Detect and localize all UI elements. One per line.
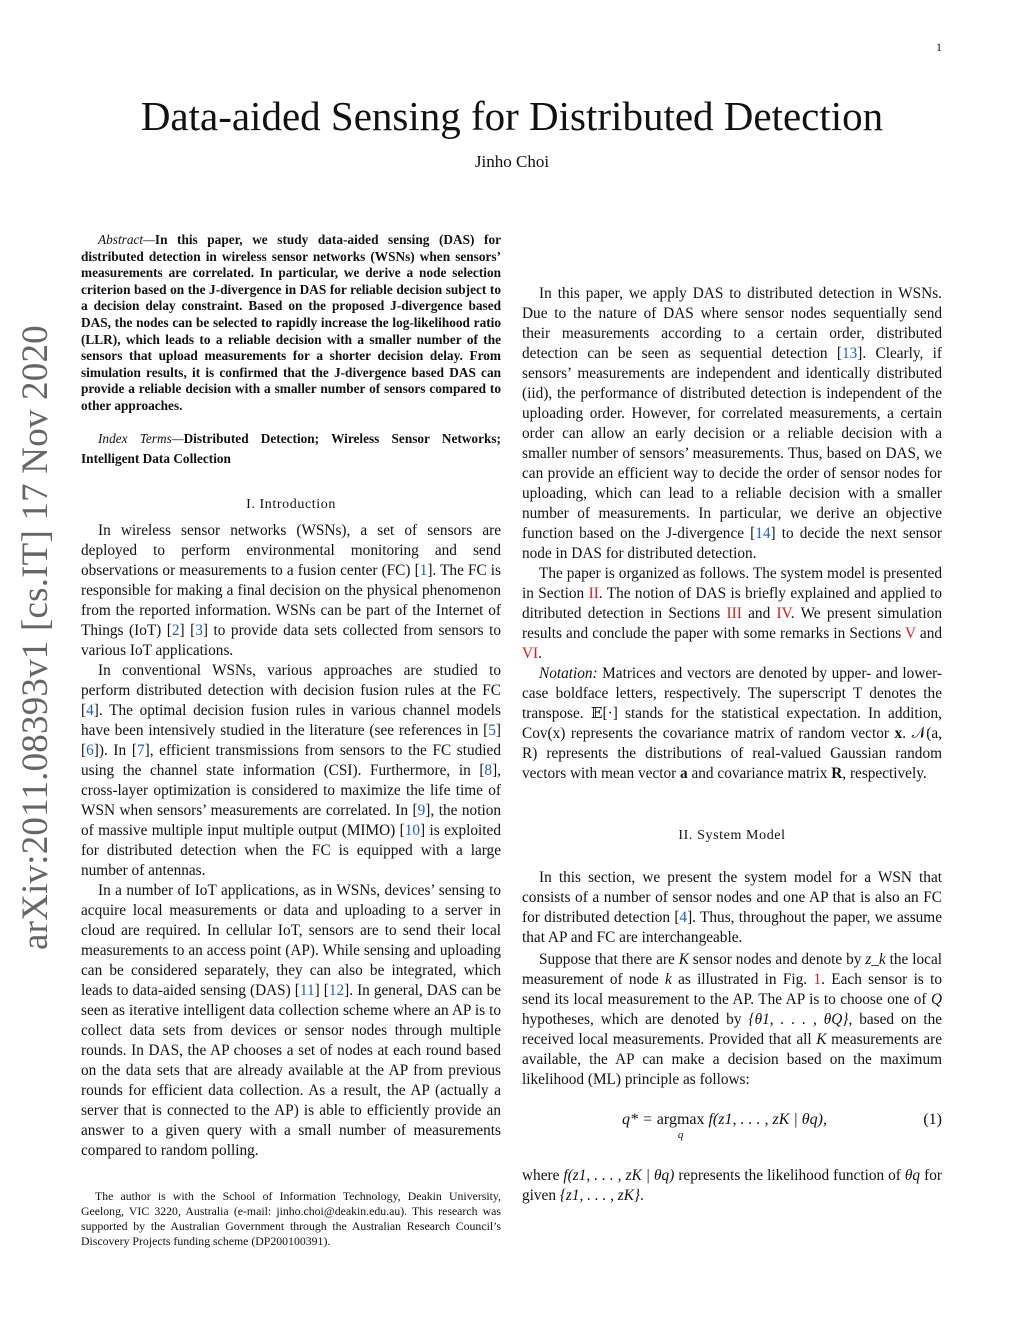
- equation-number: (1): [923, 1111, 942, 1128]
- left-column: [81, 232, 501, 1161]
- citation-link[interactable]: 3: [195, 621, 203, 639]
- equation-body: q* = argmax q f(z1, . . . , zK | θq),: [622, 1111, 827, 1141]
- intro-paragraph-4: In this paper, we apply DAS to distributed detection in WSNs. Due to the nature of DAS where sensor nodes sequentially send their measurements according to a certain order, distributed detection can be seen as sequential detection [13]. Clearly, if sensors’ measurements are independent and identically distributed (iid), the performance of distributed detection is independent of the uploading order. However, for correlated measurements, a certain order can allow an early decision or a reliable decision with a smaller number of sensors’ measurements. Thus, based on DAS, we can provide an efficient way to decide the order of sensor nodes for uploading, which can lead to a reliable decision with a smaller number of measurements. In particular, we derive an objective function based on the J-divergence [14] to decide the next sensor node in DAS for distributed detection.: [522, 285, 942, 562]
- index-terms-text: Distributed Detection; Wireless Sensor Networks; Intelligent Data Collection: [81, 430, 501, 466]
- citation-link[interactable]: 8: [484, 761, 493, 779]
- abstract-label: Abstract—: [98, 232, 155, 247]
- equation-1: [522, 1110, 942, 1150]
- section-link[interactable]: II: [588, 585, 599, 602]
- abstract: [81, 232, 501, 415]
- section-link[interactable]: VI: [522, 645, 539, 662]
- system-paragraph-1: In this section, we present the system model for a WSN that consists of a number of sensor nodes and one AP that is also an FC for distributed detection [4]. Thus, throughout the paper, we assume that AP and FC are interchangeable.: [522, 869, 942, 946]
- citation-link[interactable]: 4: [86, 701, 94, 719]
- citation-link[interactable]: 9: [417, 801, 426, 819]
- index-terms: [81, 429, 501, 469]
- citation-link[interactable]: 7: [136, 741, 145, 759]
- citation-link[interactable]: 5: [488, 721, 496, 739]
- citation-link[interactable]: 6: [86, 741, 94, 759]
- citation-link[interactable]: 14: [755, 525, 771, 542]
- citation-link[interactable]: 4: [679, 909, 688, 926]
- notation-label: Notation:: [539, 665, 598, 682]
- intro-paragraph-1: In wireless sensor networks (WSNs), a set of sensors are deployed to perform environmental monitoring and send observations or measurements to a fusion center (FC) [1]. The FC is responsible for making a final decision on the physical phenomenon from the reported information. WSNs can be part of the Internet of Things (IoT) [2] [3] to provide data sets collected from sensors to various IoT applications.: [81, 521, 501, 659]
- right-column: [522, 232, 942, 1206]
- system-paragraph-2: Suppose that there are K sensor nodes and denote by z_k the local measurement of node k as illustrated in Fig. 1. Each sensor is to send its local measurement to the AP. The AP is to choose one of Q hypotheses, which are denoted by {θ1, . . . , θQ}, based on the received local measurements. Provided that all K measurements are available, the AP can make a decision based on the maximum likelihood (ML) principle as follows:: [522, 951, 943, 1088]
- intro-paragraph-3: In a number of IoT applications, as in WSNs, devices’ sensing to acquire local measurements or data and uploading to a server in cloud are required. In cellular IoT, sensors are to send their local measurements to an access point (AP). While sensing and uploading can be considered separately, they can also be integrated, which leads to data-aided sensing (DAS) [11] [12]. In general, DAS can be seen as iterative intelligent data collection scheme where an AP is to collect data sets from devices or sensor nodes through multiple rounds. In DAS, the AP chooses a set of nodes at each round based on the data sets that are already available at the AP from previous rounds for efficient data collection. As a result, the AP (actually a server that is connected to the AP) is able to efficiently provide an answer to a given query with a small number of measurements compared to random polling.: [81, 881, 502, 1159]
- index-terms-label: Index Terms—: [98, 430, 184, 446]
- arxiv-stamp: arXiv:2011.08393v1 [cs.IT] 17 Nov 2020: [15, 325, 56, 950]
- citation-link[interactable]: 11: [299, 981, 315, 999]
- figure-link[interactable]: 1: [813, 971, 822, 988]
- section-heading-introduction: I. Introduction: [246, 496, 336, 512]
- system-paragraph-3: where f(z1, . . . , zK | θq) represents the likelihood function of θq for given {z1, . . . , zK}.: [522, 1167, 942, 1204]
- citation-link[interactable]: 1: [419, 561, 428, 579]
- section-link[interactable]: III: [726, 605, 742, 622]
- author-name: Jinho Choi: [474, 152, 550, 171]
- section-heading-system-model: II. System Model: [678, 828, 786, 843]
- abstract-text: In this paper, we study data-aided sensing (DAS) for distributed detection in wireless sensor networks (WSNs) when sensors’ measurements are correlated. In particular, we derive a node selection criterion based on the J-divergence in DAS for reliable decision subject to a decision delay constraint. Based on the proposed J-divergence based DAS, the nodes can be selected to rapidly increase the log-likelihood ratio (LLR), which leads to a reliable decision with a smaller number of the sensors that upload measurements for a shorter decision delay. From simulation results, it is confirmed that the J-divergence based DAS can provide a reliable decision with a smaller number of sensors compared to other approaches.: [81, 232, 501, 413]
- citation-link[interactable]: 2: [171, 621, 180, 639]
- author-footnote: The author is with the School of Information Technology, Deakin University, Geelong, VIC 3220, Australia (e-mail: jinho.choi@deakin.edu.au). This research was supported by the Australian Government through the Australian Research Council’s Discovery Projects funding scheme (DP200100391).: [81, 1189, 501, 1248]
- paper-title: Data-aided Sensing for Distributed Detection: [140, 93, 884, 139]
- intro-paragraph-2: In conventional WSNs, various approaches are studied to perform distributed detection with decision fusion rules at the FC [4]. The optimal decision fusion rules in various channel models have been intensively studied in the literature (see references in [5] [6]). In [7], efficient transmissions from sensors to the FC studied using the channel state information (CSI). Furthermore, in [8], cross-layer optimization is considered to maximize the life time of WSN when sensors’ measurements are correlated. In [9], the notion of massive multiple input multiple output (MIMO) [10] is exploited for distributed detection when the FC is equipped with a large number of antennas.: [81, 661, 501, 879]
- citation-link[interactable]: 10: [404, 821, 421, 839]
- argmax-operator: argmax q: [656, 1111, 705, 1141]
- notation-paragraph: Notation: Matrices and vectors are denoted by upper- and lower-case boldface letters, respectively. The superscript T denotes the transpose. 𝔼[·] stands for the statistical expectation. In addition, Cov(x) represents the covariance matrix of random vector x. 𝒩(a, R) represents the distributions of real-valued Gaussian random vectors with mean vector a and covariance matrix R, respectively.: [522, 665, 942, 782]
- citation-link[interactable]: 13: [841, 345, 858, 362]
- section-link[interactable]: V: [905, 625, 916, 642]
- citation-link[interactable]: 12: [328, 981, 345, 999]
- section-link[interactable]: IV: [776, 605, 791, 622]
- page-number: 1: [936, 40, 942, 54]
- intro-paragraph-5: The paper is organized as follows. The system model is presented in Section II. The notion of DAS is briefly explained and applied to ditributed detection in Sections III and IV. We present simulation results and conclude the paper with some remarks in Sections V and VI.: [522, 565, 942, 662]
